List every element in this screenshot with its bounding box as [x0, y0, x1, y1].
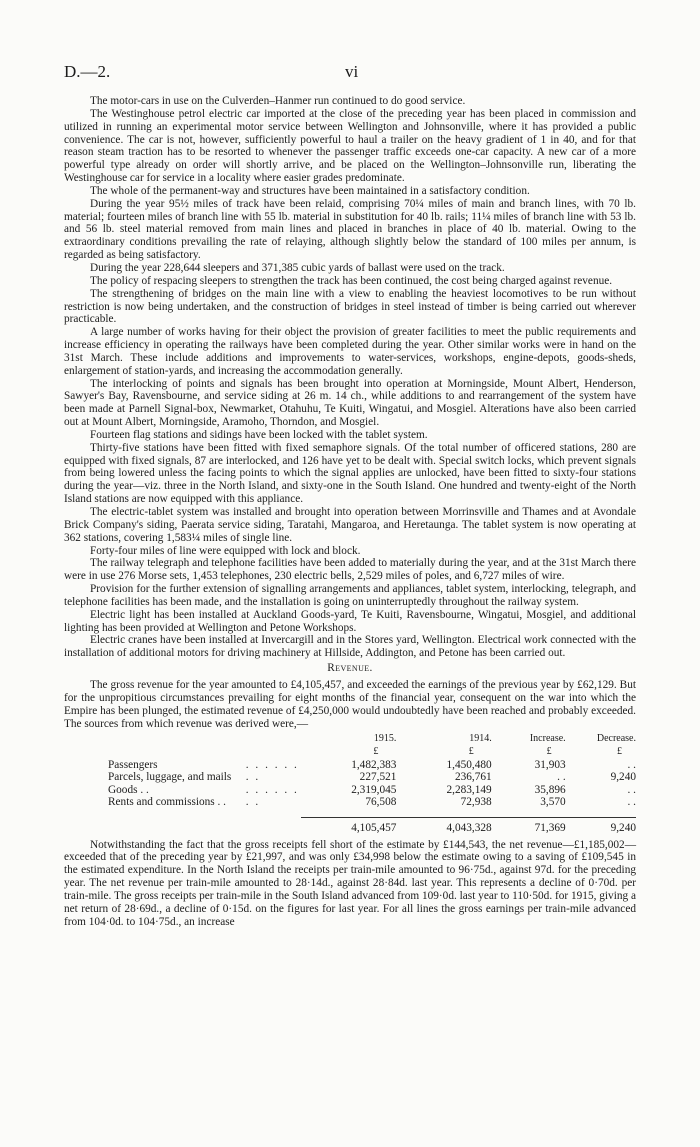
value-increase: 3,570 — [540, 796, 566, 809]
value-1914: 1,450,480 — [446, 758, 492, 771]
paragraph: During the year 95½ miles of track have been relaid, comprising 70¼ miles of main and branch lines, with 70 lb. material; fourteen miles of branch line with 55 lb. material in substitution for 40 lb. rails; 11¼ miles of branch line with 53 lb. and 56 lb. steel material removed from main lines and placed in branches in place of 40 lb. material. Owing to the extraordinary conditions prevailing the rate of relaying, although slightly below the standard of 100 miles per annum, is regarded as being satisfactory. — [64, 197, 636, 262]
unit-label: £ — [468, 745, 474, 757]
leader-dots: . . — [245, 771, 261, 784]
value-1915: 1,482,383 — [351, 758, 397, 771]
paragraph: The strengthening of bridges on the main line with a view to enabling the heaviest locomotives to be run without restriction is now being undertaken, and the construction of bridges in steel instead of timber is being carried out wherever practicable. — [64, 287, 636, 326]
row-label: Parcels, luggage, and mails — [108, 771, 232, 784]
paragraph: During the year 228,644 sleepers and 371,385 cubic yards of ballast were used on the track. — [90, 261, 505, 274]
paragraph: The electric-tablet system was installed and brought into operation between Morrinsville and Thames and at Avondale Brick Company's siding, Paerata service siding, Taratahi, Mangaroa, and Heretaunga. The tablet system is now operating at 362 stations, covering 1,583¼ miles of single line. — [64, 506, 636, 544]
value-1915: 76,508 — [365, 796, 397, 809]
table-header-row — [108, 733, 636, 746]
paragraph: The railway telegraph and telephone facilities have been added to materially during the year, and at the 31st March there were in use 276 Morse sets, 1,453 telephones, 230 electric bells, 2,529 miles of poles, and 6,727 miles of wire. — [64, 557, 636, 583]
page-header — [64, 62, 636, 82]
table-row — [108, 796, 636, 809]
unit-label: £ — [546, 745, 552, 757]
paragraph: The interlocking of points and signals has been brought into operation at Morningside, Mount Albert, Henderson, Sawyer's Bay, Ravensbourne, and service siding at 26 m. 14 ch., while additions to and rearrangement of the system have been made at Parnell Signal-box, Newmarket, Otahuhu, Te Kuiti, Wingatui, and Mosgiel. Alterations have also been carried out at Mount Albert, Morningside, Aramoho, Thorndon, and Mosgiel. — [64, 377, 636, 429]
column-header: Increase. — [529, 733, 566, 745]
value-1914: 72,938 — [460, 796, 492, 809]
paragraph: The whole of the permanent-way and structures have been maintained in a satisfactory condition. — [90, 184, 530, 197]
leader-dots: . . — [245, 796, 261, 809]
table-spacer — [108, 809, 636, 818]
table-total-row — [108, 817, 636, 834]
value-1915: 227,521 — [359, 771, 397, 784]
leader-dots: . . . . . . — [245, 783, 299, 796]
total-1914: 4,043,328 — [396, 817, 491, 834]
body-text — [64, 95, 636, 928]
paragraph: The policy of respacing sleepers to strengthen the track has been continued, the cost being charged against revenue. — [90, 274, 613, 287]
total-increase: 71,369 — [492, 817, 566, 834]
paragraph: A large number of works having for their object the provision of greater facilities to meet the public requirements and increase efficiency in operating the railways have been completed during the year. Other similar works were in hand on the 31st March. These include additions and improvements to water-services, workshops, engine-depots, goods-sheds, enlargement of station-yards, and increasing the accommodation generally. — [64, 326, 636, 377]
revenue-table — [108, 733, 636, 834]
table-units-row — [108, 746, 636, 759]
table-row — [108, 771, 636, 784]
paragraph: Electric cranes have been installed at Invercargill and in the Stores yard, Wellington. Electrical work connected with the installation of additional motors for driving machinery at Hillside, Addington, and Petone has been carried out. — [64, 634, 636, 660]
paragraph: Notwithstanding the fact that the gross receipts fell short of the estimate by £144,543, the net revenue—£1,185,002—exceeded that of the preceding year by £21,997, and was only £34,998 below the estimate owing to a saving of £109,545 in the estimated expenditure. In the North Island the receipts per train-mile amounted to 96·75d., against 97d. for the preceding year. The net revenue per train-mile amounted to 28·14d., against 28·84d. last year. This represents a decline of 0·70d. per train-mile. The gross receipts per train-mile in the South Island advanced from 109·0d. last year to 110·50d. for 1915, giving a net return of 28·69d., a decline of 0·15d. on the figures for last year. For all lines the gross earnings per train-mile advanced from 104·0d. to 104·75d., an increase — [64, 838, 636, 928]
value-increase: 31,903 — [534, 758, 566, 771]
section-heading-revenue: Revenue. — [327, 662, 373, 675]
value-1914: 2,283,149 — [446, 783, 492, 796]
column-header: Decrease. — [596, 733, 636, 745]
paragraph: The motor-cars in use on the Culverden–Hanmer run continued to do good service. — [90, 95, 466, 107]
total-1915: 4,105,457 — [301, 817, 396, 834]
value-increase: 35,896 — [534, 783, 566, 796]
paragraph: The Westinghouse petrol electric car imported at the close of the preceding year has been placed in commission and utilized in running an experimental motor service between Wellington and Johnsonville, where it has provided a public convenience. The car is not, however, sufficiently powerful to haul a trailer on the heavy gradient of 1 in 40, and for that reason steam traction has to be resorted to whenever the passenger traffic exceeds one-car capacity. A new car of a more powerful type already on order will shortly arrive, and be placed on the Wellington–Johnsonville run, liberating the Westinghouse car for service in a locality where easier grades predominate. — [64, 107, 636, 185]
value-1914: 236,761 — [454, 771, 492, 784]
column-header: 1914. — [469, 733, 492, 745]
row-label: Goods . . — [108, 783, 149, 796]
document-reference: D.—2. — [64, 62, 111, 81]
paragraph: Forty-four miles of line were equipped with lock and block. — [90, 544, 361, 557]
paragraph: The gross revenue for the year amounted to £4,105,457, and exceeded the earnings of the previous year by £62,129. But for the unpropitious circumstances prevailing for eight months of the financial year, consequent on the war into which the Empire has been plunged, the estimated revenue of £4,250,000 would undoubtedly have been reached and probably exceeded. The sources from which revenue was derived were,— — [64, 678, 636, 730]
value-1915: 2,319,045 — [351, 783, 397, 796]
paragraph: Electric light has been installed at Auckland Goods-yard, Te Kuiti, Ravensbourne, Wingatui, Mosgiel, and additional lighting has been provided at Wellington and Petone Workshops. — [64, 608, 636, 634]
paragraph: Thirty-five stations have been fitted with fixed semaphore signals. Of the total number of officered stations, 280 are equipped with fixed signals, 87 are interlocked, and 126 have yet to be dealt with. Special switch locks, which prevent signals from being lowered unless the facing points to which the signal applies are unlocked, have been fitted to sixty-four stations during the year—viz. three in the North Island, and sixty-one in the South Island. One hundred and twenty-eight of the North Island stations are now equipped with this appliance. — [64, 441, 636, 506]
value-increase: . . — [557, 771, 566, 784]
unit-label: £ — [617, 745, 622, 757]
leader-dots: . . . . . . — [245, 758, 299, 771]
row-label: Rents and commissions . . — [108, 796, 226, 809]
table-row — [108, 759, 636, 772]
value-decrease: . . — [627, 796, 636, 809]
row-label: Passengers — [108, 758, 158, 771]
value-decrease: . . — [627, 783, 636, 796]
page-number: vi — [345, 62, 359, 81]
total-decrease: 9,240 — [566, 817, 636, 834]
value-decrease: 9,240 — [610, 771, 636, 784]
paragraph: Fourteen flag stations and sidings have been locked with the tablet system. — [90, 428, 428, 441]
unit-label: £ — [373, 745, 379, 757]
paragraph: Provision for the further extension of signalling arrangements and appliances, tablet system, interlocking, telegraph, and telephone facilities has been made, and the installation is going on uninterruptedly throughout the railway system. — [64, 583, 636, 608]
table-row — [108, 784, 636, 797]
value-decrease: . . — [627, 758, 636, 771]
column-header: 1915. — [373, 733, 397, 745]
